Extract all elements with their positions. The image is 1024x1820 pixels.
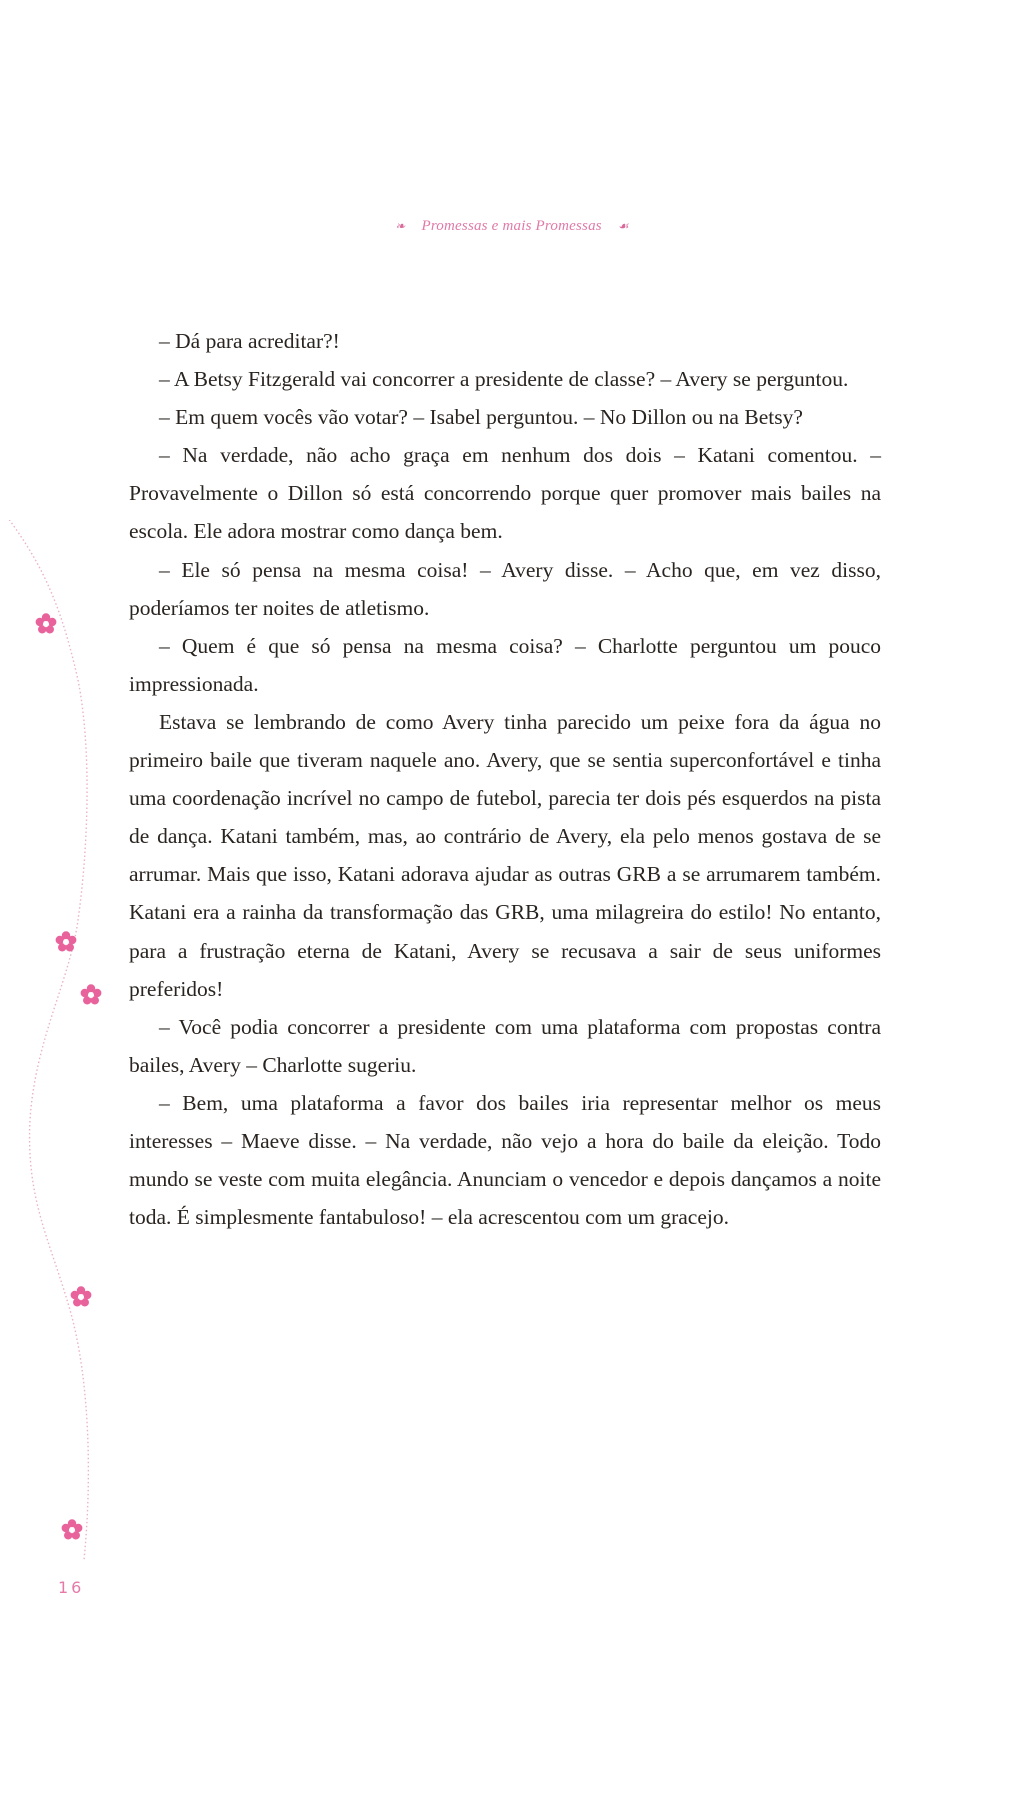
vine-decoration-icon — [0, 520, 130, 1600]
running-header — [0, 218, 1024, 235]
flower-icon — [60, 1518, 84, 1542]
paragraph: – Quem é que só pensa na mesma coisa? – Charlotte perguntou um pouco impressionada. — [129, 633, 881, 696]
header-ornament-right-icon: ☙ — [617, 219, 629, 233]
running-title: Promessas e mais Promessas — [421, 218, 602, 234]
page-number: 16 — [58, 1578, 85, 1597]
body-text — [129, 322, 881, 1236]
flower-icon — [79, 983, 103, 1007]
header-ornament-left-icon: ❧ — [395, 219, 406, 233]
paragraph: – A Betsy Fitzgerald vai concorrer a presidente de classe? – Avery se perguntou. — [159, 367, 849, 392]
paragraph: – Na verdade, não acho graça em nenhum dos dois – Katani comentou. – Provavelmente o Dillon só está concorrendo porque quer promover mais bailes na escola. Ele adora mostrar como dança bem. — [129, 443, 881, 544]
paragraph: Estava se lembrando de como Avery tinha parecido um peixe fora da água no primeiro baile que tiveram naquele ano. Avery, que se sentia superconfortável e tinha uma coordenação incrível no campo de futebol, parecia ter dois pés esquerdos na pista de dança. Katani também, mas, ao contrário de Avery, ela pelo menos gostava de se arrumar. Mais que isso, Katani adorava ajudar as outras GRB a se arrumarem também. Katani era a rainha da transformação das GRB, uma milagreira do estilo! No entanto, para a frustração eterna de Katani, Avery se recusava a sair de seus uniformes preferidos! — [129, 709, 881, 1001]
paragraph: – Em quem vocês vão votar? – Isabel perguntou. – No Dillon ou na Betsy? — [159, 405, 803, 430]
paragraph: – Dá para acreditar?! — [159, 329, 340, 353]
paragraph: – Você podia concorrer a presidente com uma plataforma com propostas contra bailes, Avery – Charlotte sugeriu. — [129, 1014, 881, 1077]
flower-icon — [54, 930, 78, 954]
paragraph: – Bem, uma plataforma a favor dos bailes iria representar melhor os meus interesses – Maeve disse. – Na verdade, não vejo a hora do baile da eleição. Todo mundo se veste com muita elegância. Anunciam o vencedor e depois dançamos a noite toda. É simplesmente fantabuloso! – ela acrescentou com um gracejo. — [129, 1090, 881, 1230]
paragraph: – Ele só pensa na mesma coisa! – Avery disse. – Acho que, em vez disso, poderíamos ter noites de atletismo. — [129, 557, 881, 620]
flower-icon — [69, 1285, 93, 1309]
flower-icon — [34, 612, 58, 636]
